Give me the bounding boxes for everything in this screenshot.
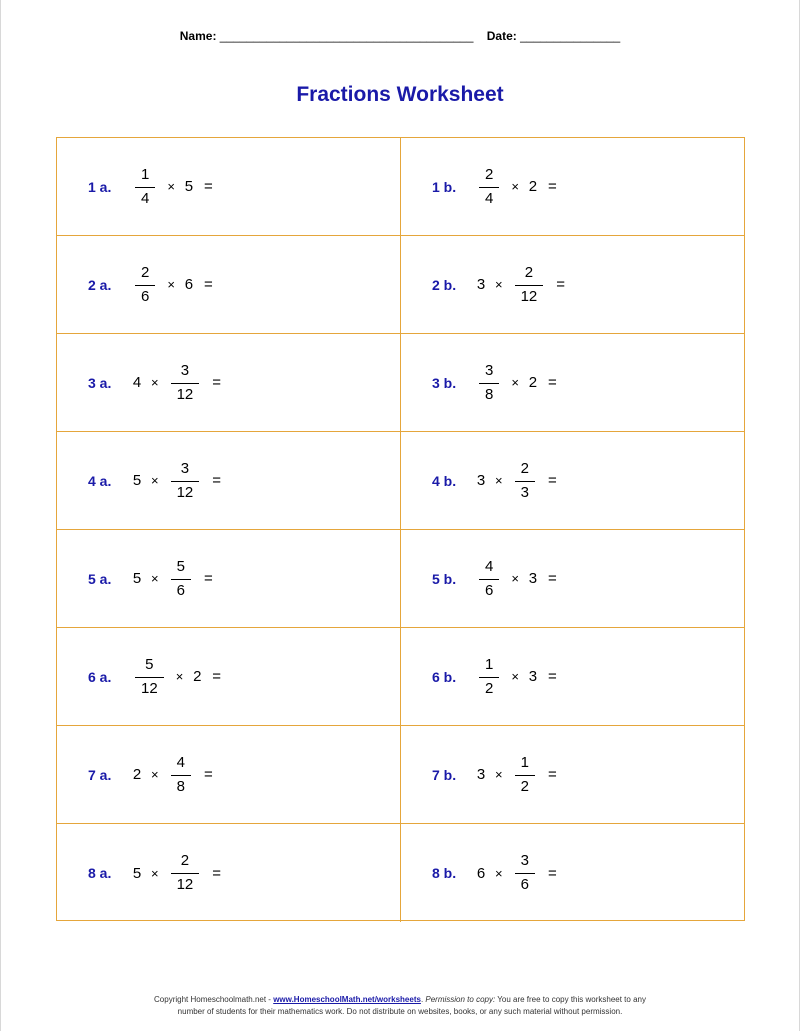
footer-link[interactable]: www.HomeschoolMath.net/worksheets — [273, 995, 421, 1004]
times-symbol: × — [511, 669, 519, 684]
numerator: 2 — [524, 263, 534, 281]
denominator: 3 — [515, 481, 535, 502]
problem-expression — [131, 264, 213, 306]
numerator: 4 — [176, 753, 185, 771]
fraction — [171, 460, 200, 502]
problem-number: 6 b. — [432, 668, 457, 685]
times-symbol: × — [151, 473, 159, 488]
problem-expression — [475, 558, 557, 600]
fraction — [515, 754, 535, 796]
numerator: 3 — [180, 459, 190, 477]
denominator: 8 — [479, 383, 499, 404]
times-symbol: × — [167, 277, 175, 292]
problem-cell — [401, 334, 744, 432]
problem-expression — [475, 264, 565, 306]
times-symbol: × — [495, 277, 503, 292]
page-title: Fractions Worksheet — [296, 83, 504, 106]
times-symbol: × — [175, 669, 184, 684]
problem-expression — [475, 460, 557, 502]
numerator: 2 — [485, 165, 494, 183]
name-date-header — [0, 29, 800, 43]
problem-cell — [57, 628, 401, 726]
numerator: 3 — [520, 852, 529, 869]
times-symbol: × — [495, 473, 503, 488]
problem-number: 4 a. — [88, 472, 112, 489]
date-label: Date: — [486, 29, 517, 43]
footer-copyright: Copyright Homeschoolmath.net - — [154, 995, 274, 1004]
problem-cell — [57, 432, 401, 530]
problem-cell — [57, 530, 401, 628]
equals-symbol: = — [556, 276, 566, 293]
problem-expression — [475, 852, 557, 894]
problem-expression — [475, 166, 557, 208]
equals-symbol: = — [212, 864, 222, 882]
whole-number: 2 — [528, 374, 538, 391]
equals-symbol: = — [203, 766, 213, 783]
denominator: 8 — [171, 775, 191, 796]
problem-cell — [57, 236, 401, 334]
problem-cell — [57, 138, 401, 236]
name-field[interactable]: ______________________________________ — [219, 29, 474, 43]
equals-symbol: = — [212, 374, 222, 391]
whole-number: 6 — [476, 864, 486, 882]
footer-line2: number of students for their mathematics work. Do not distribute on websites, books, or any such material without permission. — [177, 1007, 623, 1016]
fraction — [479, 362, 499, 404]
fraction — [171, 558, 191, 600]
problems-grid — [56, 137, 745, 921]
problem-number: 6 a. — [88, 668, 112, 685]
times-symbol: × — [151, 375, 159, 390]
denominator: 4 — [135, 187, 155, 208]
problem-cell — [57, 334, 401, 432]
footer-permission-label: Permission to copy: — [425, 995, 496, 1004]
times-symbol: × — [495, 767, 503, 782]
times-symbol: × — [511, 179, 519, 194]
problem-cell — [57, 824, 401, 922]
equals-symbol: = — [547, 864, 557, 882]
problem-number: 7 b. — [432, 766, 457, 783]
problem-cell — [401, 432, 744, 530]
footer-line1-rest: You are free to copy this worksheet to any — [495, 995, 646, 1004]
denominator: 12 — [515, 285, 544, 306]
whole-number: 3 — [476, 472, 486, 489]
equals-symbol: = — [547, 178, 557, 195]
equals-symbol: = — [547, 766, 557, 783]
whole-number: 4 — [132, 374, 142, 391]
problem-expression — [131, 166, 213, 208]
problem-expression — [131, 754, 213, 796]
equals-symbol: = — [547, 570, 557, 587]
fraction — [135, 264, 155, 306]
footer-sep: . — [420, 995, 426, 1004]
problem-cell — [401, 628, 744, 726]
times-symbol: × — [151, 571, 159, 586]
fraction — [515, 264, 544, 306]
denominator: 4 — [479, 187, 499, 208]
times-symbol: × — [495, 865, 503, 881]
whole-number: 3 — [528, 668, 538, 685]
problem-number: 2 a. — [88, 276, 112, 293]
denominator: 12 — [171, 873, 200, 894]
whole-number: 5 — [132, 472, 142, 489]
problem-number: 1 b. — [432, 178, 457, 195]
problem-number: 5 b. — [432, 570, 457, 587]
fraction — [479, 656, 499, 698]
fraction — [515, 460, 535, 502]
equals-symbol: = — [547, 668, 557, 685]
problem-cell — [57, 726, 401, 824]
problem-cell — [401, 138, 744, 236]
numerator: 3 — [180, 361, 190, 379]
problem-number: 1 a. — [88, 178, 112, 195]
equals-symbol: = — [212, 668, 222, 685]
problem-cell — [401, 824, 744, 922]
numerator: 1 — [520, 753, 529, 771]
numerator: 2 — [520, 459, 529, 477]
whole-number: 5 — [132, 864, 142, 882]
whole-number: 6 — [184, 276, 194, 293]
equals-symbol: = — [547, 374, 557, 391]
problem-expression — [131, 362, 221, 404]
problem-number: 7 a. — [88, 766, 112, 783]
whole-number: 2 — [132, 766, 142, 783]
footer — [0, 994, 800, 1018]
problem-expression — [131, 656, 221, 698]
problem-expression — [131, 558, 213, 600]
numerator: 3 — [485, 361, 494, 379]
numerator: 5 — [145, 655, 154, 673]
problem-number: 8 a. — [88, 865, 112, 881]
whole-number: 3 — [528, 570, 538, 587]
problem-expression — [475, 362, 557, 404]
problem-expression — [475, 754, 557, 796]
denominator: 6 — [171, 579, 191, 600]
times-symbol: × — [511, 571, 519, 586]
fraction — [135, 656, 164, 698]
fraction — [171, 852, 200, 894]
numerator: 1 — [485, 655, 494, 673]
problem-expression — [131, 460, 221, 502]
equals-symbol: = — [547, 472, 557, 489]
times-symbol: × — [151, 865, 159, 881]
whole-number: 2 — [528, 178, 538, 195]
problem-cell — [401, 530, 744, 628]
numerator: 1 — [141, 165, 150, 183]
fraction — [479, 558, 499, 600]
problem-expression — [475, 656, 557, 698]
whole-number: 2 — [193, 668, 202, 685]
date-field[interactable]: _______________ — [520, 29, 621, 43]
denominator: 6 — [479, 579, 499, 600]
denominator: 12 — [171, 481, 200, 502]
problem-number: 4 b. — [432, 472, 457, 489]
equals-symbol: = — [212, 472, 222, 489]
problem-number: 3 a. — [88, 374, 112, 391]
whole-number: 5 — [184, 178, 194, 195]
fraction — [515, 852, 535, 894]
problem-number: 3 b. — [432, 374, 457, 391]
denominator: 6 — [135, 285, 155, 306]
times-symbol: × — [151, 767, 159, 782]
problem-number: 8 b. — [432, 865, 457, 881]
problem-cell — [401, 726, 744, 824]
denominator: 12 — [171, 383, 200, 404]
times-symbol: × — [167, 179, 175, 194]
name-label: Name: — [179, 29, 217, 43]
denominator: 12 — [135, 677, 164, 698]
whole-number: 3 — [476, 276, 486, 293]
numerator: 2 — [141, 263, 150, 281]
numerator: 2 — [180, 852, 190, 869]
fraction — [479, 166, 499, 208]
whole-number: 3 — [476, 766, 486, 783]
denominator: 2 — [515, 775, 535, 796]
equals-symbol: = — [203, 570, 213, 587]
problem-number: 2 b. — [432, 276, 457, 293]
problem-number: 5 a. — [88, 570, 112, 587]
fraction — [171, 362, 200, 404]
problem-expression — [131, 852, 221, 894]
denominator: 2 — [479, 677, 499, 698]
denominator: 6 — [515, 873, 535, 894]
equals-symbol: = — [203, 276, 213, 293]
whole-number: 5 — [132, 570, 142, 587]
problem-cell — [401, 236, 744, 334]
numerator: 4 — [485, 557, 494, 575]
times-symbol: × — [511, 375, 519, 390]
fraction — [135, 166, 155, 208]
fraction — [171, 754, 191, 796]
numerator: 5 — [176, 557, 185, 575]
equals-symbol: = — [203, 178, 213, 195]
